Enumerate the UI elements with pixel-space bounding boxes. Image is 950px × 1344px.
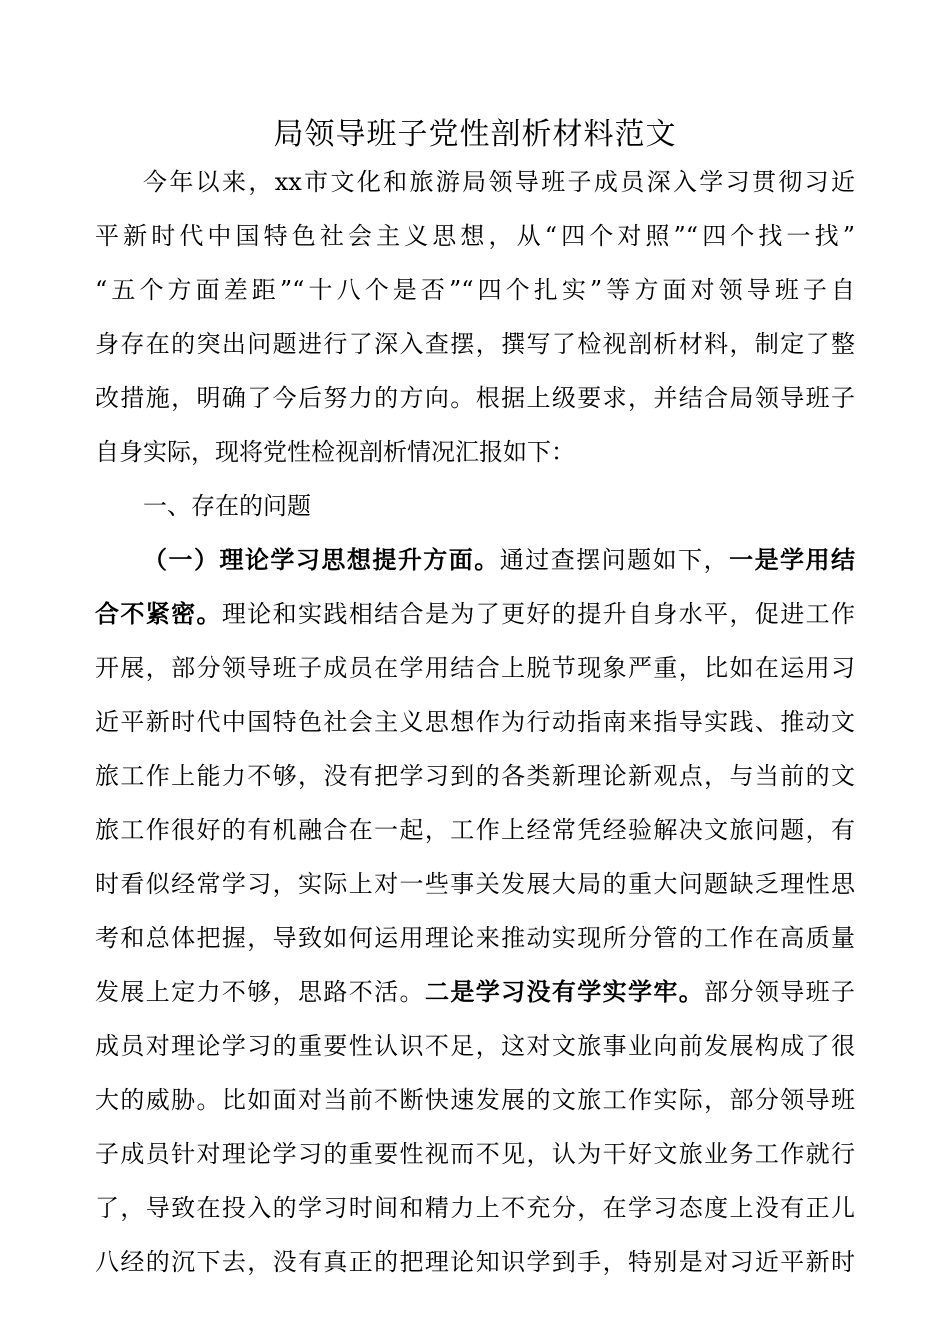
- intro-line-4: 身存在的突出问题进行了深入查摆，撰写了检视剖析材料，制定了整: [95, 330, 855, 358]
- problem-line-3: 开展，部分领导班子成员在学用结合上脱节现象严重，比如在运用习: [95, 654, 855, 682]
- problem-line-2: 合不紧密。理论和实践相结合是为了更好的提升自身水平，促进工作: [95, 600, 855, 628]
- intro-line-5: 改措施，明确了今后努力的方向。根据上级要求，并结合局领导班子: [95, 384, 855, 412]
- problem-line-6: 旅工作很好的有机融合在一起，工作上经常凭经验解决文旅问题，有: [95, 816, 855, 844]
- section-heading: 一、存在的问题: [143, 492, 311, 520]
- point-one-heading-cont: 合不紧密。: [95, 600, 222, 628]
- problem-line-4: 近平新时代中国特色社会主义思想作为行动指南来指导实践、推动文: [95, 708, 855, 736]
- subsection-heading: （一）理论学习思想提升方面。: [143, 546, 500, 574]
- problem-line-11: 大的威胁。比如面对当前不断快速发展的文旅工作实际，部分领导班: [95, 1086, 855, 1114]
- document-title: 局领导班子党性剖析材料范文: [273, 117, 677, 152]
- problem-line-14: 八经的沉下去，没有真正的把理论知识学到手，特别是对习近平新时: [95, 1248, 855, 1276]
- intro-line-2: 平新时代中国特色社会主义思想，从“四个对照”“四个找一找”: [95, 222, 855, 250]
- problem-line-13: 了，导致在投入的学习时间和精力上不充分，在学习态度上没有正儿: [95, 1194, 855, 1222]
- intro-line-1: 今年以来，xx市文化和旅游局领导班子成员深入学习贯彻习近: [143, 168, 855, 196]
- problem-line-7: 时看似经常学习，实际上对一些事关发展大局的重大问题缺乏理性思: [95, 870, 855, 898]
- problem-line-12: 子成员针对理论学习的重要性视而不见，认为干好文旅业务工作就行: [95, 1140, 855, 1168]
- point-two-heading: 二是学习没有学实学牢。: [424, 978, 705, 1006]
- problem-line-1: （一）理论学习思想提升方面。通过查摆问题如下，一是学用结: [143, 546, 855, 574]
- problem-line-10: 成员对理论学习的重要性认识不足，这对文旅事业向前发展构成了很: [95, 1032, 855, 1060]
- point-one-heading: 一是学用结: [729, 546, 855, 574]
- problem-line-8: 考和总体把握，导致如何运用理论来推动实现所分管的工作在高质量: [95, 924, 855, 952]
- intro-line-3: “五个方面差距”“十八个是否”“四个扎实”等方面对领导班子自: [95, 276, 855, 304]
- intro-line-6: 自身实际，现将党性检视剖析情况汇报如下：: [95, 438, 575, 466]
- problem-line-9: 发展上定力不够，思路不活。二是学习没有学实学牢。部分领导班子: [95, 978, 855, 1006]
- problem-line-5: 旅工作上能力不够，没有把学习到的各类新理论新观点，与当前的文: [95, 762, 855, 790]
